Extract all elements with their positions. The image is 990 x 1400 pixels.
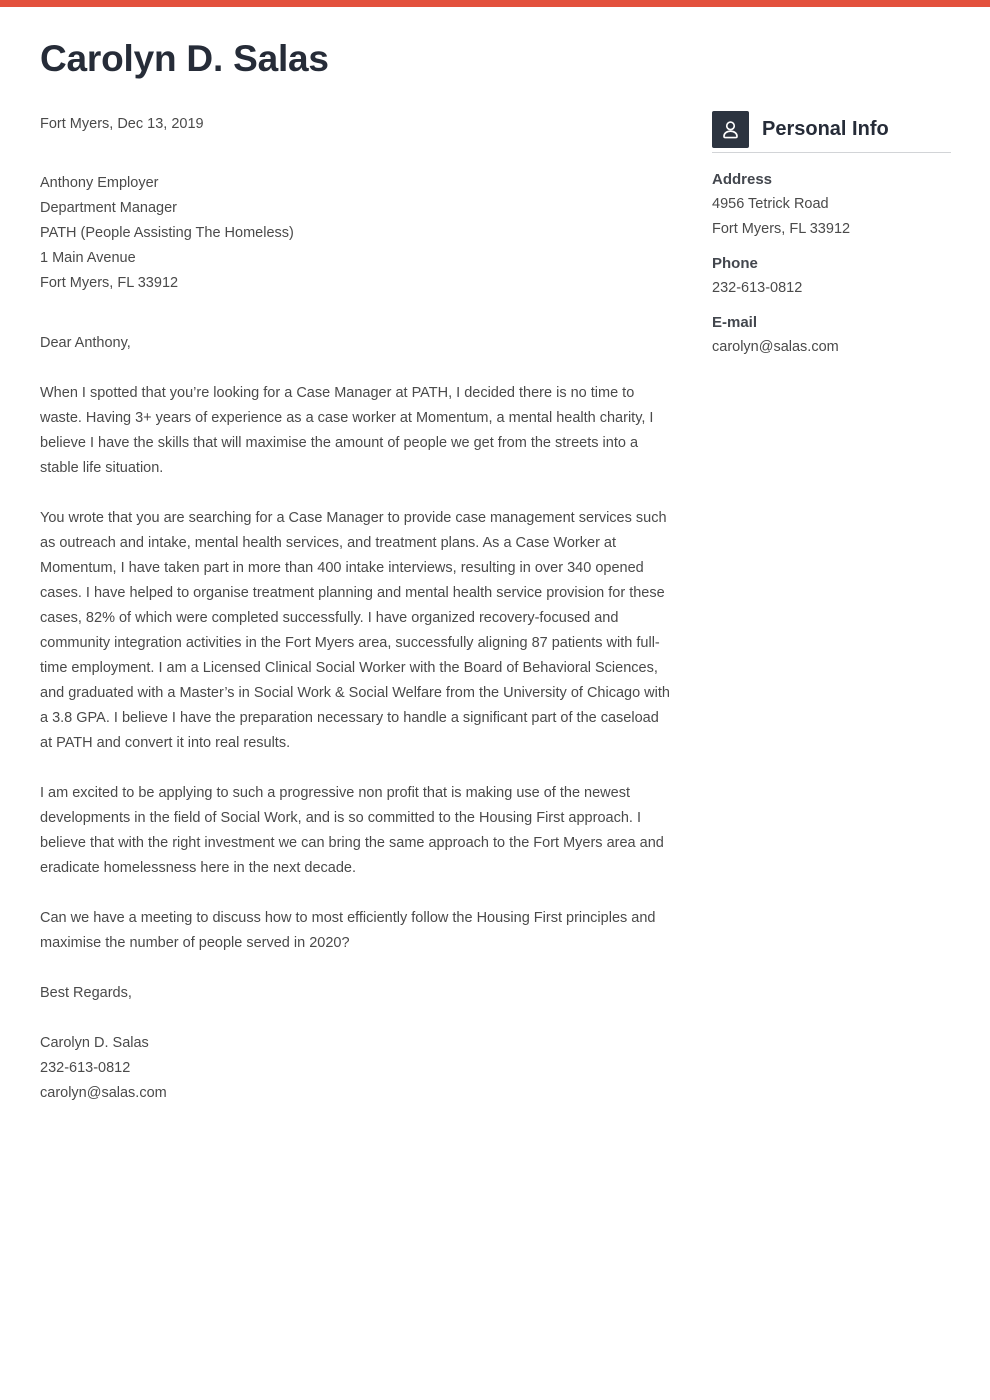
signature-email: carolyn@salas.com	[40, 1085, 167, 1101]
letter-paragraph: I am excited to be applying to such a progressive non profit that is making use of the newest developments in the field of Social Work, and is so committed to the Housing First approach. I believe that with the right investment we can bring the same approach to the Fort Myers area and eradicate homelessness here in the next decade.	[40, 785, 664, 876]
personal-info-divider	[712, 152, 951, 153]
letter-body	[40, 112, 673, 1106]
date-line: Fort Myers, Dec 13, 2019	[40, 116, 204, 132]
person-icon	[712, 111, 749, 148]
address-label: Address	[712, 171, 773, 188]
email-label: E-mail	[712, 314, 758, 331]
phone-label: Phone	[712, 255, 758, 272]
recipient-line: Fort Myers, FL 33912	[40, 275, 179, 291]
letter-paragraph: When I spotted that you’re looking for a Case Manager at PATH, I decided there is no time to waste. Having 3+ years of experience as a case worker at Momentum, a mental health charity, I believe I have the skills that will maximise the amount of people we get from the streets into a stable life situation.	[40, 385, 654, 476]
letter-paragraph: You wrote that you are searching for a Case Manager to provide case management services such as outreach and intake, mental health services, and treatment plans. As a Case Worker at Momentum, I have taken part in more than 400 intake interviews, resulting in over 340 opened cases. I have helped to organise treatment planning and mental health service provision for these cases, 82% of which were completed successfully. I have organized recovery-focused and community integration activities in the Fort Myers area, successfully aligning 87 patients with full-time employment. I am a Licensed Clinical Social Worker with the Board of Behavioral Sciences, and graduated with a Master’s in Social Work & Social Welfare from the University of Chicago with a 3.8 GPA. I believe I have the preparation necessary to handle a significant part of the caseload at PATH and convert it into real results.	[40, 510, 670, 751]
personal-info-header	[712, 111, 951, 148]
signature-name: Carolyn D. Salas	[40, 1035, 149, 1051]
address-line: Fort Myers, FL 33912	[712, 221, 851, 237]
recipient-line: PATH (People Assisting The Homeless)	[40, 225, 294, 241]
email-value: carolyn@salas.com	[712, 339, 839, 355]
phone-value: 232-613-0812	[712, 280, 803, 296]
salutation: Dear Anthony,	[40, 335, 131, 351]
closing-line: Best Regards,	[40, 985, 132, 1001]
recipient-line: Anthony Employer	[40, 175, 159, 191]
personal-info-title: Personal Info	[762, 118, 889, 140]
personal-info-sidebar	[712, 111, 951, 360]
recipient-line: Department Manager	[40, 200, 178, 216]
email-section	[712, 310, 951, 360]
top-accent-bar	[0, 0, 990, 7]
signature-phone: 232-613-0812	[40, 1060, 131, 1076]
recipient-line: 1 Main Avenue	[40, 250, 136, 266]
address-line: 4956 Tetrick Road	[712, 196, 829, 212]
address-section	[712, 167, 951, 242]
letter-paragraph: Can we have a meeting to discuss how to most efficiently follow the Housing First principles and maximise the number of people served in 2020?	[40, 910, 656, 951]
document-name-heading: Carolyn D. Salas	[40, 38, 329, 79]
phone-section	[712, 251, 951, 301]
signature-block	[40, 1031, 673, 1106]
recipient-block	[40, 171, 673, 296]
